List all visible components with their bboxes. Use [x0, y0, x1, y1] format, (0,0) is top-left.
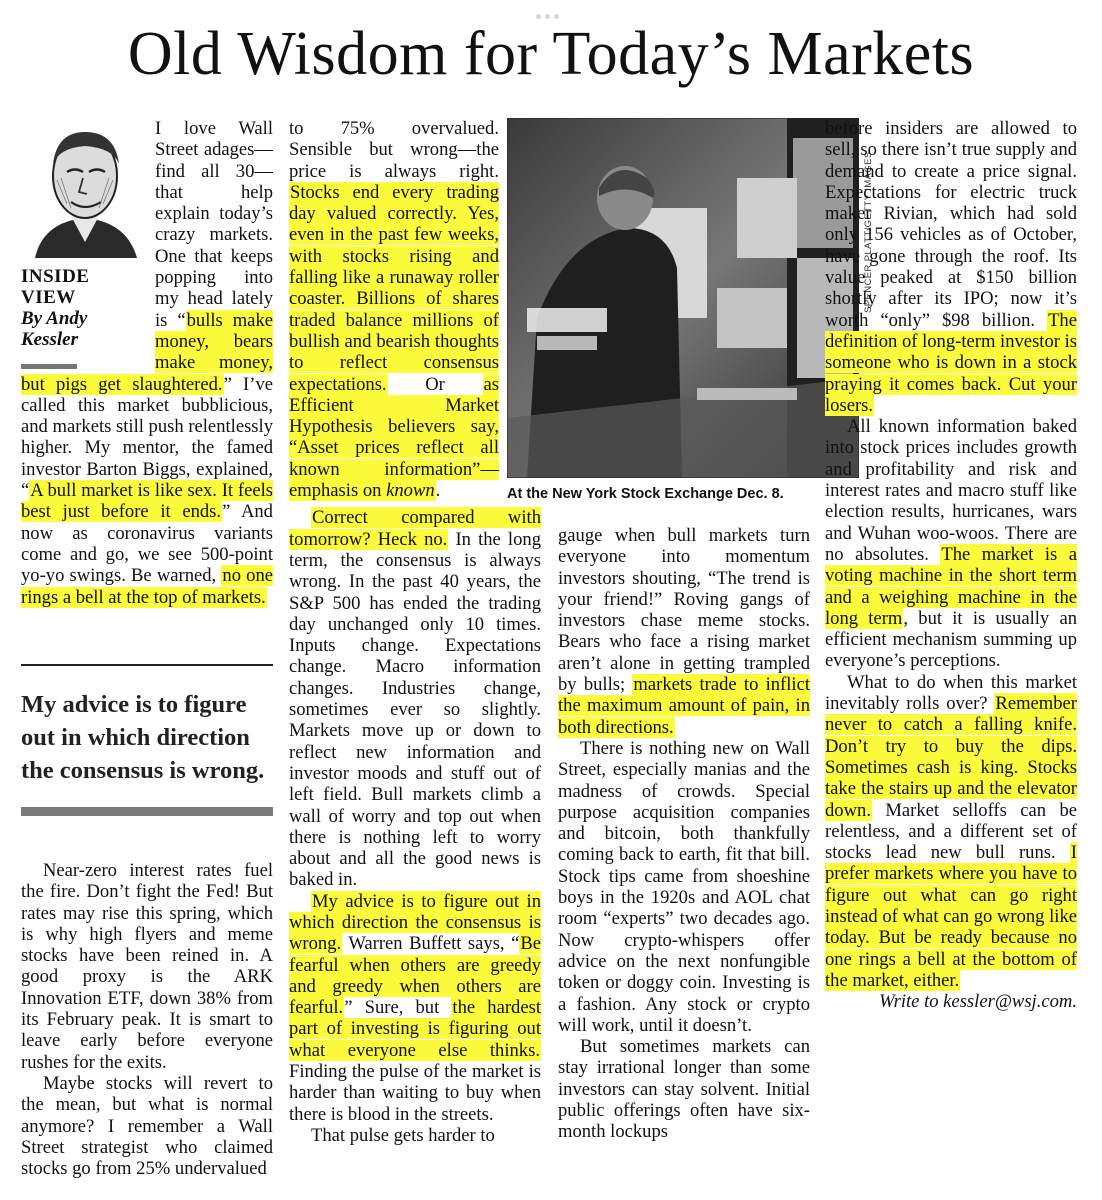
byline: [21, 266, 149, 369]
paragraph: What to do when this market inevitably rolls over? Remember never to catch a falling knife. Don’t try to buy the dips. Sometimes cash is king. Stocks take the stairs up and the elevator down. Market selloffs can be relentless, and a different set of stocks lead new bull runs. I prefer markets where you have to figure out what can go right instead of what can go wrong like today. But be ready because no one rings a bell at the bottom of the market, either.: [825, 671, 1077, 991]
pull-quote-text: My advice is to figure out in which direction the consensus is wrong.: [21, 691, 265, 784]
article-column-1: [21, 118, 273, 608]
headline: Old Wisdom for Today’s Markets: [127, 20, 975, 88]
author-email-signoff: Write to kessler@wsj.com.: [879, 991, 1077, 1013]
highlight: I prefer markets where you have to figure out what can go right instead of what can go wrong like today. But be ready because no one rings a bell at the bottom of the market, either.: [825, 842, 1077, 991]
paragraph: But sometimes markets can stay irrational longer than some investors can stay solvent. Initial public offerings often have six-month lockups: [558, 1036, 810, 1143]
photo-credit: SPENCER PLATT/GETTY IMAGES: [863, 151, 874, 313]
paragraph: That pulse gets harder to: [311, 1124, 495, 1146]
paragraph: Maybe stocks will revert to the mean, but what is normal anymore? I remember a Wall Street strategist who claimed stocks go from 25% undervalued: [21, 1072, 273, 1180]
photo-caption: At the New York Stock Exchange Dec. 8.: [507, 486, 784, 502]
paragraph: Near-zero interest rates fuel the fire. Don’t fight the Fed! But rates may rise this spring, which is why high flyers and meme stocks have been reined in. A good proxy is the ARK Innovation ETF, down 38% from its February peak. It is smart to leave early before everyone rushes for the exits.: [21, 860, 273, 1073]
paragraph: My advice is to figure out in which direction the consensus is wrong. Warren Buffett says, “Be fearful when others are greedy and greedy when others are fearful.” Sure, but the hardest part of investing is figuring out what everyone else thinks. Finding the pulse of the market is harder than waiting to buy when there is blood in the streets.: [289, 890, 541, 1125]
article-column-1-continued: [21, 860, 273, 1179]
nyse-trader-photo: [507, 118, 859, 478]
author-headshot-illustration: [21, 118, 149, 258]
window-drag-handle[interactable]: [536, 4, 566, 10]
highlight: The definition of long-term investor is someone who is down in a stock praying it comes back. Cut your losers.: [825, 309, 1078, 416]
highlight: bulls make money, bears make money, but pigs get slaughtered.: [21, 309, 273, 395]
highlight: Correct compared with tomorrow? Heck no.: [289, 507, 541, 550]
highlight: markets trade to inflict the maximum amount of pain, in both directions.: [558, 674, 811, 738]
highlight: the hardest part of investing is figuring out what everyone else thinks.: [289, 997, 541, 1061]
highlight: as Efficient Market Hypothesis believers say, “Asset prices reflect all known information”—emphasis on known: [289, 373, 499, 502]
byline-rule: [21, 364, 77, 369]
paragraph: before insiders are allowed to sell, so there isn’t true supply and demand to create a price signal. Expectations for electric truck maker Rivian, which had sold only 156 vehicles as of October, have gone through the roof. Its value peaked at $150 billion shortly after its IPO; now it’s worth “only” $98 billion. The definition of long-term investor is someone who is down in a stock praying it comes back. Cut your losers.: [825, 118, 1078, 416]
highlight: Stocks end every trading day valued correctly. Yes, even in the past few weeks, with stocks rising and falling like a runaway roller coaster. Billions of shares traded balance millions of bullish and bearish thoughts to reflect consensus expectations.: [289, 181, 499, 395]
highlight: My advice is to figure out in which direction the consensus is wrong.: [289, 890, 541, 955]
column-kicker-2: VIEW: [21, 287, 76, 308]
article-column-4: [825, 118, 1077, 1012]
pull-quote-rule: [21, 807, 273, 816]
photo-block: [507, 118, 879, 510]
author-name: By Andy: [21, 308, 88, 329]
article-column-2: [289, 118, 541, 1146]
article-column-3: [558, 525, 810, 1143]
paragraph: to 75% overvalued. Sensible but wrong—the price is always right. Stocks end every trading day valued correctly. Yes, even in the past few weeks, with stocks rising and falling like a runaway roller coaster. Billions of shares traded balance millions of bullish and bearish thoughts to reflect consensus expectations. Or as Efficient Market Hypothesis believers say, “Asset prices reflect all known information”—emphasis on known.: [289, 118, 499, 502]
paragraph: I love Wall Street adages—find all 30—that help explain today’s crazy markets. One that keeps popping into my head lately is “bulls make money, bears make money, but pigs get slaughtered.” I’ve called this market bubblicious, and markets still push relentlessly higher. My mentor, the famed investor Barton Biggs, explained, “A bull market is like sex. It feels best just before it ends.” And now as coronavirus variants come and go, we see 500-point yo-yo swings. Be warned, no one rings a bell at the top of markets.: [21, 118, 274, 608]
paragraph: There is nothing new on Wall Street, especially manias and the madness of crowds. Special purpose acquisition companies and bitcoin, both thankfully coming back to earth, fit that bill. Stock tips came from shoeshine boys in the 1920s and AOL chat room “experts” two decades ago. Now crypto-whispers offer advice on the next nonfungible token or doggy coin. Investing is a fashion. Any stock or crypto will work, until it doesn’t.: [558, 737, 810, 1036]
highlight: A bull market is like sex. It feels best just before it ends.: [21, 480, 273, 523]
column-kicker: INSIDE: [21, 266, 90, 287]
highlight: The market is a voting machine in the short term and a weighing machine in the long term: [825, 543, 1077, 629]
paragraph: All known information baked into stock prices includes growth and profitability and risk and interest rates and macro stuff like election results, hurricanes, wars and Wuhan woo-woos. There are no absolutes. The market is a voting machine in the short term and a weighing machine in the long term, but it is usually an efficient mechanism summing up everyone’s perceptions.: [825, 416, 1077, 672]
pull-quote: [21, 664, 273, 816]
paragraph: gauge when bull markets turn everyone into momentum investors shouting, “The trend is your friend!” Roving gangs of investors chase meme stocks. Bears who face a rising market aren’t alone in getting trampled by bulls; markets trade to inflict the maximum amount of pain, in both directions.: [558, 525, 811, 738]
highlight: Remember never to catch a falling knife. Don’t try to buy the dips. Sometimes cash is king. Stocks take the stairs up and the elevator down.: [825, 693, 1077, 821]
paragraph: Correct compared with tomorrow? Heck no. In the long term, the consensus is always wrong. In the past 40 years, the S&P 500 has ended the trading day unchanged only 10 times. Inputs change. Expectations change. Macro information changes. Industries change, sometimes ever so slightly. Markets move up or down to reflect new information and investor moods and stuff out of left field. Bull markets climb a wall of worry and top out when there is nothing left to worry about and all the good news is baked in.: [289, 507, 541, 891]
author-name-2: Kessler: [21, 329, 78, 350]
highlight: Be fearful when others are greedy and greedy when others are fearful.: [289, 933, 541, 1019]
highlight: no one rings a bell at the top of markets.: [21, 565, 273, 608]
